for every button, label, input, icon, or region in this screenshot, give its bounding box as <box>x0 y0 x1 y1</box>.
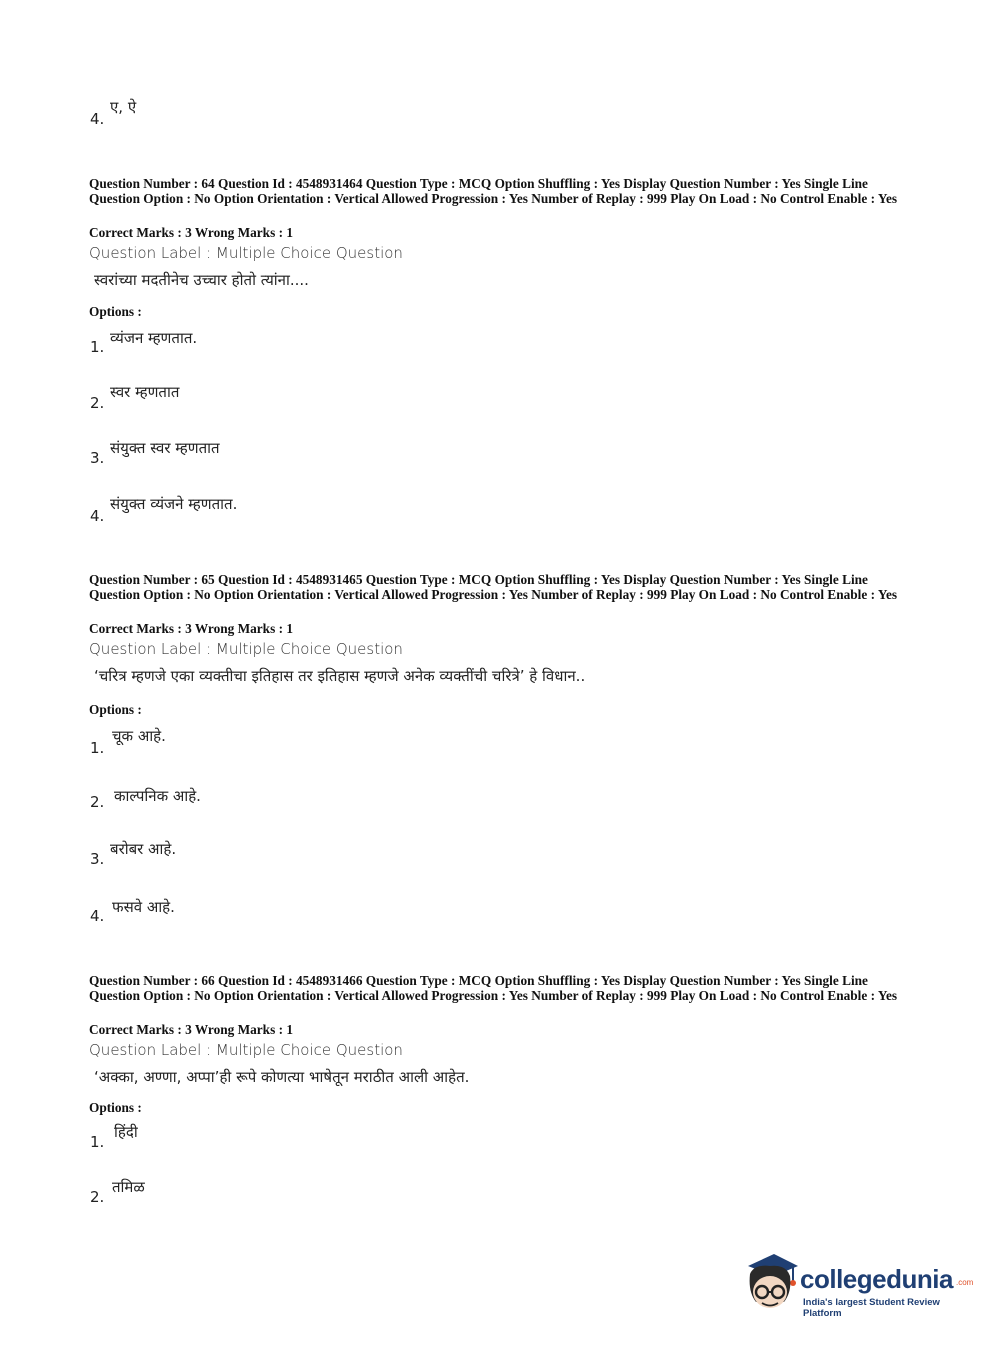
options-heading: Options : <box>89 1100 142 1115</box>
question-text: स्वरांच्या मदतीनेच उच्चार होतो त्यांना.... <box>94 271 309 289</box>
question-label: Question Label : Multiple Choice Question <box>89 244 403 262</box>
option-number: 1. <box>90 739 105 757</box>
option-text[interactable]: हिंदी <box>114 1123 138 1141</box>
question-meta: Question Number : 65 Question Id : 4548931465 Question Type : MCQ Option Shuffling : Yes Display Question Number : Yes Single Line Question Option : No Option Orientation : Vertical Allowed Progression : Yes Number of Replay : 999 Play On Load : No Control Enable : Yes <box>89 572 898 602</box>
student-mascot-icon <box>740 1252 802 1316</box>
option-text[interactable]: चूक आहे. <box>112 727 166 745</box>
question-label: Question Label : Multiple Choice Question <box>89 1041 403 1059</box>
logo-domain: .com <box>956 1278 974 1287</box>
option-text[interactable]: व्यंजन म्हणतात. <box>110 329 198 347</box>
option-text[interactable]: संयुक्त व्यंजने म्हणतात. <box>110 495 238 513</box>
option-number: 4. <box>90 507 105 525</box>
option-text[interactable]: काल्पनिक आहे. <box>114 787 201 805</box>
option-text: ए, ऐ <box>110 98 137 116</box>
option-number: 1. <box>90 1133 105 1151</box>
question-marks: Correct Marks : 3 Wrong Marks : 1 <box>89 1022 293 1037</box>
option-text[interactable]: फसवे आहे. <box>112 898 175 916</box>
logo-tagline: India's largest Student Review Platform <box>803 1297 940 1319</box>
option-number: 3. <box>90 449 105 467</box>
option-number: 2. <box>90 793 105 811</box>
option-number: 4. <box>90 907 105 925</box>
option-text[interactable]: बरोबर आहे. <box>110 840 177 858</box>
question-text: ‘अक्का, अण्णा, अप्पा’ही रूपे कोणत्या भाषेतून मराठीत आली आहेत. <box>94 1068 470 1086</box>
option-number: 1. <box>90 338 105 356</box>
question-marks: Correct Marks : 3 Wrong Marks : 1 <box>89 225 293 240</box>
logo-wordmark: collegedunia <box>800 1264 953 1294</box>
question-meta: Question Number : 64 Question Id : 4548931464 Question Type : MCQ Option Shuffling : Yes Display Question Number : Yes Single Line Question Option : No Option Orientation : Vertical Allowed Progression : Yes Number of Replay : 999 Play On Load : No Control Enable : Yes <box>89 176 898 206</box>
question-label: Question Label : Multiple Choice Question <box>89 640 403 658</box>
options-heading: Options : <box>89 702 142 717</box>
option-number: 2. <box>90 1188 105 1206</box>
question-meta: Question Number : 66 Question Id : 4548931466 Question Type : MCQ Option Shuffling : Yes Display Question Number : Yes Single Line Question Option : No Option Orientation : Vertical Allowed Progression : Yes Number of Replay : 999 Play On Load : No Control Enable : Yes <box>89 973 898 1003</box>
option-number: 4. <box>90 110 105 128</box>
option-text[interactable]: तमिळ <box>112 1178 145 1196</box>
option-number: 2. <box>90 394 105 412</box>
question-text: ‘चरित्र म्हणजे एका व्यक्तीचा इतिहास तर इतिहास म्हणजे अनेक व्यक्तींची चरित्रे’ हे विधान.. <box>94 667 586 685</box>
option-text[interactable]: स्वर म्हणतात <box>110 383 180 401</box>
option-number: 3. <box>90 850 105 868</box>
question-marks: Correct Marks : 3 Wrong Marks : 1 <box>89 621 293 636</box>
options-heading: Options : <box>89 304 142 319</box>
collegedunia-logo <box>740 1250 974 1320</box>
option-text[interactable]: संयुक्त स्वर म्हणतात <box>110 439 220 457</box>
